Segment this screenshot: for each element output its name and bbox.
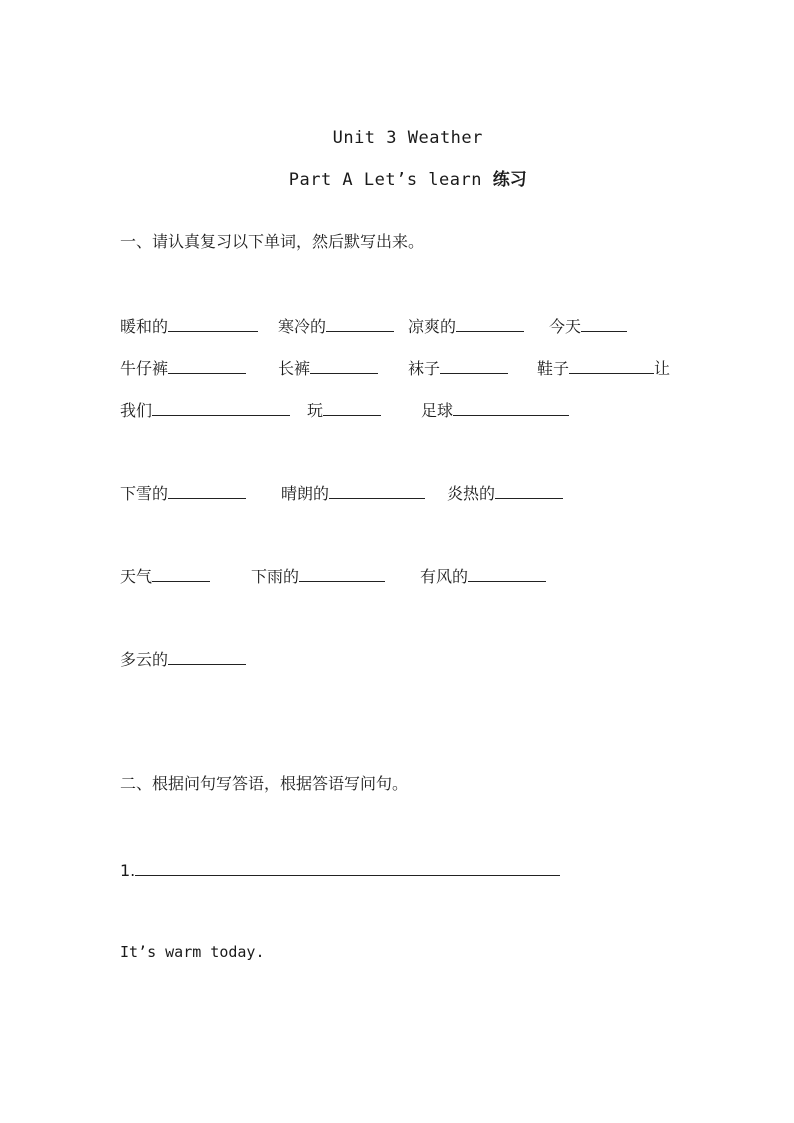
word-label: 有风的 [420,567,469,586]
page-subtitle [0,150,794,190]
word-label: 晴朗的 [281,484,330,503]
subtitle-english: Part A Let’s learn [288,170,482,190]
word-label: 暖和的 [120,317,169,336]
answer-blank[interactable] [440,358,508,374]
word-item [120,483,246,504]
question-blank[interactable] [135,860,560,876]
answer-blank[interactable] [329,483,425,499]
word-item [421,400,569,421]
answer-blank[interactable] [168,316,258,332]
word-label: 玩 [307,401,324,420]
word-item [447,483,563,504]
word-item [281,483,425,504]
word-label: 鞋子 [537,359,570,378]
word-label: 凉爽的 [408,317,457,336]
word-label: 下雪的 [120,484,169,503]
answer-blank[interactable] [453,400,569,416]
answer-blank[interactable] [168,358,246,374]
subtitle-chinese: 练习 [492,170,527,190]
word-label: 下雨的 [251,567,300,586]
question-number: 1. [120,861,136,880]
word-label: 天气 [120,567,153,586]
word-label: 寒冷的 [278,317,327,336]
word-item [120,316,258,337]
answer-blank[interactable] [569,358,654,374]
word-label: 长裤 [278,359,311,378]
word-label: 牛仔裤 [120,359,169,378]
word-label: 让 [654,359,671,378]
word-item [120,358,246,379]
answer-blank[interactable] [495,483,563,499]
word-label: 我们 [120,401,153,420]
word-item [537,358,670,379]
word-item [408,316,524,337]
answer-sentence: It’s warm today. [120,943,265,961]
answer-blank[interactable] [299,566,385,582]
word-label: 足球 [421,401,454,420]
word-item [408,358,508,379]
question-1 [120,860,560,881]
word-item [120,566,210,587]
title-text: Unit 3 Weather [332,128,483,148]
word-item [278,316,394,337]
section-1-heading: 一、请认真复习以下单词，然后默写出来。 [120,232,425,251]
answer-blank[interactable] [326,316,394,332]
page-title [0,108,794,148]
word-label: 今天 [549,317,582,336]
word-item [120,400,290,421]
word-item [549,316,627,337]
answer-blank[interactable] [152,400,290,416]
answer-blank[interactable] [168,649,246,665]
answer-blank[interactable] [152,566,210,582]
answer-blank[interactable] [310,358,378,374]
word-item [120,649,246,670]
answer-blank[interactable] [323,400,381,416]
answer-blank[interactable] [168,483,246,499]
answer-blank[interactable] [468,566,546,582]
word-item [251,566,385,587]
word-item [420,566,546,587]
word-label: 多云的 [120,650,169,669]
answer-blank[interactable] [456,316,524,332]
word-item [278,358,378,379]
answer-blank[interactable] [581,316,627,332]
word-label: 炎热的 [447,484,496,503]
word-label: 袜子 [408,359,441,378]
word-item [307,400,381,421]
section-2-heading: 二、根据问句写答语，根据答语写问句。 [120,774,409,793]
